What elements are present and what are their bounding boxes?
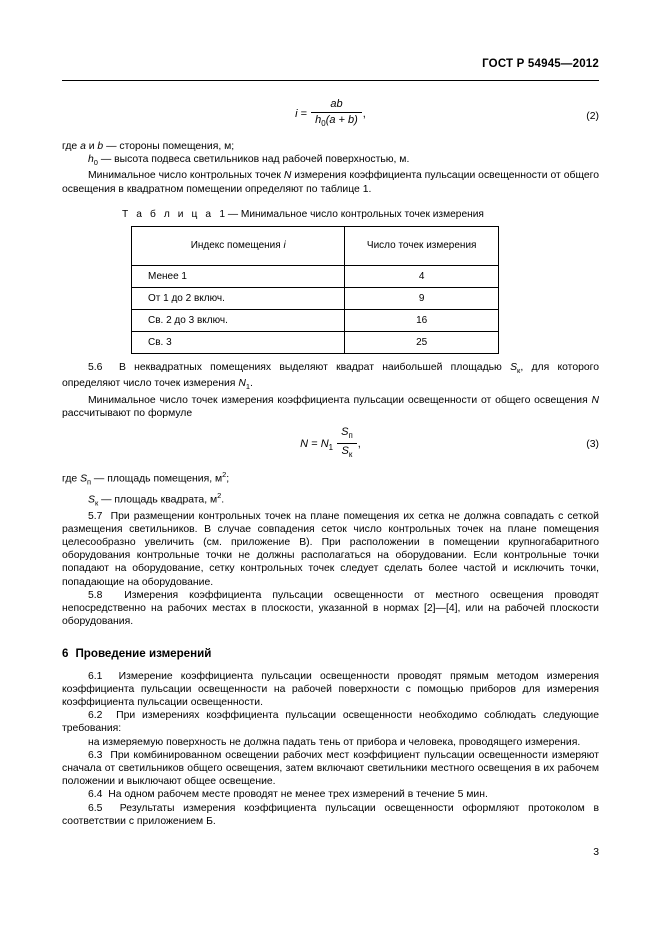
def-var-sp: S [80, 473, 87, 485]
table-min-points [131, 226, 499, 354]
table-caption-label: Т а б л и ц а [122, 208, 214, 220]
formula-2 [62, 98, 599, 131]
def-var-b: b [97, 141, 104, 152]
formula-3-number: (3) [586, 439, 599, 451]
formula-2-number: (2) [586, 111, 599, 122]
clause-5-6-var-s: S [510, 362, 518, 374]
table-header-index [132, 227, 345, 266]
formula-3-row [62, 424, 599, 466]
table-cell-index: Св. 2 до 3 включ. [132, 310, 345, 332]
formula-2-den-sub: 0 [321, 119, 326, 129]
table-caption-dash: — [227, 208, 239, 220]
table-row [132, 288, 499, 310]
def-sp-sup: 2 [222, 470, 227, 480]
formula-3-equals: = [311, 437, 318, 450]
def-sk-end: . [221, 494, 225, 506]
clause-5-6-part1: В неквадратных помещениях выделяют квадрат наибольшей площадью [118, 362, 511, 374]
clause-6-2-text: При измерениях коэффициента пульсации освещенности необходимо соблюдать следующие требования: [62, 710, 599, 735]
table-header-row [132, 227, 499, 266]
clause-6-3 [62, 749, 599, 789]
formula-2-den-h: h [315, 114, 322, 127]
formula-3-factor-sub: 1 [328, 443, 334, 453]
def-var-sk: S [88, 494, 95, 506]
table-cell-index: Св. 3 [132, 332, 345, 354]
clause-5-8 [62, 589, 599, 629]
formula-3-den-s: S [341, 445, 349, 458]
page-content [62, 92, 599, 828]
clause-6-5-number: 6.5 [88, 802, 103, 814]
formula-2-equals: = [300, 108, 308, 121]
clause-6-3-number: 6.3 [88, 749, 103, 761]
def-sk-sup: 2 [217, 490, 222, 500]
clause-6-2 [62, 709, 599, 735]
para-5-6-second-part2: рассчитывают по формуле [62, 407, 193, 419]
clause-5-6-var-n-sub: 1 [245, 382, 250, 392]
table-row [132, 266, 499, 288]
clause-6-2-item [62, 736, 599, 749]
para-min-points-part2: измерения коэффициента пульсации освещенности от общего освещения в квадратном помещении определяют по таблице 1. [62, 170, 599, 195]
table-row [132, 332, 499, 354]
clause-5-6-number: 5.6 [88, 362, 103, 374]
def-h0-rest: — высота подвеса светильников над рабочей поверхностью, м. [97, 154, 410, 166]
formula-2-comma: , [362, 108, 366, 121]
clause-5-6-part3: . [249, 378, 253, 390]
formula-3-den-sub: к [348, 450, 353, 460]
standard-title: ГОСТ Р 54945—2012 [482, 58, 599, 70]
table-cell-index: Менее 1 [132, 266, 345, 288]
para-5-6-second-part1: Минимальное число точек измерения коэффициента пульсации освещенности от общего освещения [88, 394, 592, 406]
def-gde-prefix-2: где [62, 473, 81, 485]
def-var-h: h [88, 154, 94, 166]
table-cell-points: 16 [345, 310, 499, 332]
formula-3-comma: , [357, 437, 361, 450]
formula-2-numerator: ab [311, 98, 362, 113]
clause-5-6 [62, 361, 599, 394]
clause-6-2-number: 6.2 [88, 710, 103, 722]
clause-6-3-text: При комбинированном освещении рабочих мест коэффициент пульсации освещенности измеряют сначала от светильников общего освещения, затем включают светильники местного освещения в их рабочем положении и выключают общее освещение. [62, 749, 599, 788]
table-header-index-text: Индекс помещения [190, 240, 284, 252]
table-caption [62, 208, 599, 221]
table-cell-index: От 1 до 2 включ. [132, 288, 345, 310]
table-caption-title: Минимальное число контрольных точек измерения [240, 208, 484, 220]
formula-3-num-sub: п [348, 431, 353, 441]
clause-5-7 [62, 510, 599, 589]
def-var-h-sub: 0 [93, 158, 98, 168]
clause-5-6-var-s-sub: к [517, 366, 521, 376]
clause-6-1-number: 6.1 [88, 670, 103, 682]
table-header-points: Число точек измерения [345, 227, 499, 266]
clause-6-1 [62, 670, 599, 710]
clause-6-4 [62, 788, 599, 801]
clause-5-8-number: 5.8 [88, 589, 103, 601]
def-gde-prefix: где [62, 141, 81, 152]
def-sp-end: ; [226, 473, 230, 485]
clause-5-8-text: Измерения коэффициента пульсации освещенности от местного освещения проводят непосредственно на рабочих местах в плоскости, указанной в нормах [2]—[4], или на рабочей плоскости оборудования. [62, 589, 600, 628]
table-caption-number: 1 [219, 208, 225, 220]
formula-2-lhs: i [295, 108, 298, 121]
def-sk-rest: — площадь квадрата, м [98, 494, 218, 506]
para-min-points-part1: Минимальное число контрольных точек [88, 170, 284, 182]
def-var-sp-sub: п [87, 477, 92, 487]
formula-3-numerator [337, 426, 357, 444]
section-heading-6 [62, 647, 599, 660]
page-number: 3 [593, 847, 599, 858]
table-row [132, 310, 499, 332]
formula-3-denominator [337, 444, 357, 461]
clause-6-5-text: Результаты измерения коэффициента пульсации освещенности оформляют протоколом в соответствии с приложением Б. [62, 802, 599, 827]
def-sk-line [62, 489, 599, 510]
section-6-title: Проведение измерений [75, 647, 212, 661]
def-a-b-rest: — стороны помещения, м; [103, 141, 235, 152]
def-and: и [85, 141, 98, 152]
def-h0-line [62, 153, 599, 169]
clause-5-7-text: При размещении контрольных точек на плане помещения их сетка не должна совпадать с сеткой размещения светильников. В случае совпадения сеток число контрольных точек на плане помещения целесообразно увеличить (см. приложение В). При расположении в помещении крупногабаритного оборудования контрольные точки не должны располагаться на оборудовании. Если контрольные точки попадают на оборудование, сетку контрольных точек следует сделать более частой и исключить точки, попадающие на оборудование. [62, 510, 599, 588]
clause-6-4-number: 6.4 [88, 789, 103, 801]
table-header-index-var: i [283, 240, 286, 252]
table-cell-points: 25 [345, 332, 499, 354]
clause-6-2-item-text: на измеряемую поверхность не должна падать тень от прибора и человека, проводящего измерения. [88, 736, 581, 748]
formula-3-lhs: N [300, 437, 309, 450]
clause-6-4-text: На одном рабочем месте проводят не менее трех измерений в течение 5 мин. [108, 789, 488, 801]
formula-3-fraction [337, 426, 357, 462]
spacer [62, 354, 599, 361]
formula-3-num-s: S [341, 426, 349, 439]
section-6-number: 6 [62, 647, 69, 661]
formula-3-factor: N [320, 437, 329, 450]
para-5-6-second [62, 394, 599, 420]
para-5-6-second-var: N [591, 394, 599, 406]
header-rule [62, 80, 599, 81]
clause-6-1-text: Измерение коэффициента пульсации освещенности проводят прямым методом измерения коэффициента пульсации освещенности на рабочей поверхности с помощью приборов для измерения коэффициента пульсации освещенности. [62, 670, 599, 708]
formula-3 [62, 426, 599, 462]
def-a-b-line [62, 140, 599, 153]
clause-5-7-number: 5.7 [88, 510, 103, 522]
def-sp-line [62, 468, 599, 489]
table-cell-points: 9 [345, 288, 499, 310]
def-var-sk-sub: к [94, 498, 99, 508]
page-header [0, 58, 661, 70]
def-sp-rest: — площадь помещения, м [91, 473, 223, 485]
formula-2-row [62, 96, 599, 138]
formula-2-fraction [311, 98, 362, 131]
clause-6-5 [62, 802, 599, 828]
para-min-points [62, 169, 599, 195]
clause-5-6-part2: , для которого определяют число точек измерения [62, 362, 599, 390]
formula-2-denominator [311, 113, 362, 130]
clause-5-6-var-n: N [238, 378, 246, 390]
table-cell-points: 4 [345, 266, 499, 288]
para-min-points-var: N [283, 170, 292, 182]
def-var-a: a [80, 141, 86, 152]
formula-2-den-rest: (a + b) [325, 114, 358, 127]
